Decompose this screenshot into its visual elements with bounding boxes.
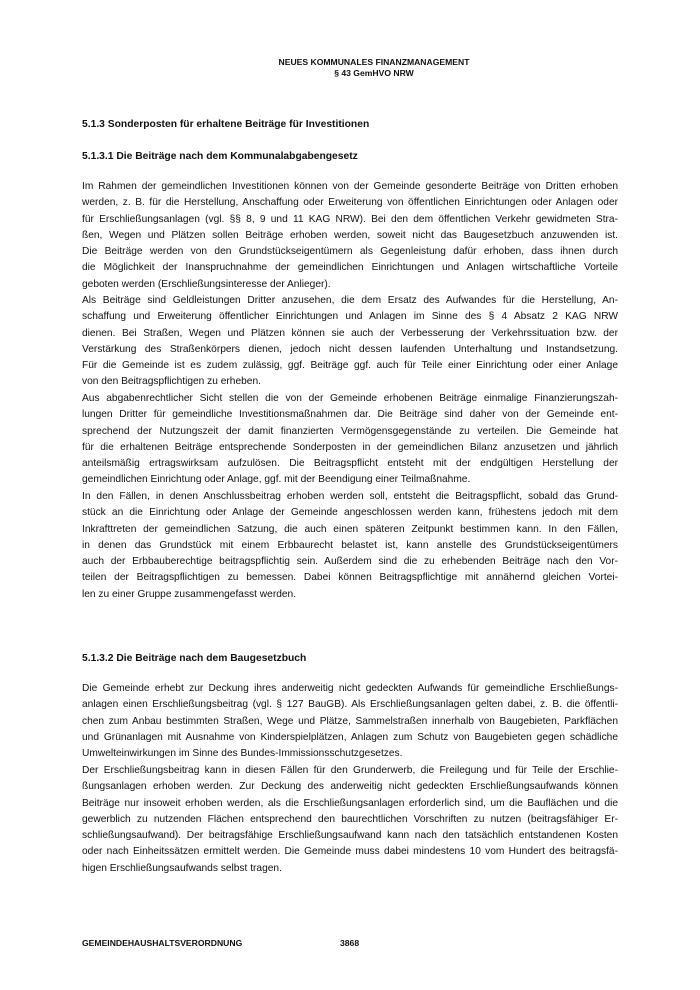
paragraph-baugb-costs (82, 763, 618, 877)
text-line: von den Beitragspflichtigen zu erheben. (82, 376, 261, 388)
text-line: higen Erschließungsaufwands selbst tragen. (82, 862, 282, 874)
text-line: in denen das Grundstück mit einem Erbbaurecht belastet ist, kann anstelle des Grundstückseigentümers (82, 539, 618, 551)
text-line: werden, z. B. für die Herstellung, Anschaffung oder Erweiterung von öffentlichen Einrichtungen oder Anlagen oder (82, 197, 618, 209)
text-line: schließungsaufwand). Der beitragsfähige Erschließungsaufwand kann nach den tatsächlich entstandenen Kosten (82, 830, 618, 842)
text-line: Aus abgabenrechtlicher Sicht stellen die von der Gemeinde erhobenen Beiträge einmalige Finanzierungszah- (82, 393, 618, 404)
paragraph-kag-definition (82, 293, 618, 391)
text-line: Verstärkung des Straßenkörpers dienen, jedoch nicht dessen laufenden Unterhaltung und Instandsetzung. (82, 343, 618, 355)
text-line: für Erschließungsanlagen (vgl. §§ 8, 9 und 11 KAG NRW). Bei den dem öffentlichen Verkehr gewidmeten Stra- (82, 213, 618, 225)
page-header (0, 57, 700, 79)
text-line: anteilsmäßig ertragswirksam aufzulösen. Die Beitragspflicht entsteht mit der endgültigen Herstellung der (82, 458, 618, 470)
text-line: auch der Erbbauberechtige beitragspflichtig sein. Außerdem sind die zu erhebenden Beiträge nach den Vor- (82, 556, 618, 568)
text-line: anlagen einen Erschließungsbeitrag (vgl. § 127 BauGB). Als Erschließungsanlagen gelten dabei, z. B. die öffentli- (82, 699, 618, 711)
text-line: teilen der Beitragspflichtigen zu bemessen. Dabei können Beitragspflichtige mit annähernd gleichen Vortei- (82, 572, 618, 584)
subsection-heading-2: 5.1.3.2 Die Beiträge nach dem Baugesetzbuch (82, 653, 307, 664)
text-line: Die Gemeinde erhebt zur Deckung ihres anderweitig nicht gedeckten Aufwands für gemeindliche Erschließungs- (82, 683, 618, 694)
text-line: und Grünanlagen mit Ausnahme von Kinderspielplätzen, Anlagen zum Schutz von Baugebieten gegen schädliche (82, 731, 618, 743)
text-line: ßungsanlagen erhoben werden. Zur Deckung des anderweitig nicht gedeckten Erschließungsaufwands können (82, 781, 618, 793)
text-line: für die erhaltenen Beiträge entsprechende Sonderposten in der gemeindlichen Bilanz anzusetzen und jährlich (82, 441, 618, 453)
text-line: lungen Dritter für gemeindliche Investitionsmaßnahmen dar. Die Beiträge sind daher von der Gemeinde ent- (82, 409, 618, 421)
page-number: 3868 (340, 938, 360, 948)
paragraph-kag-accounting (82, 391, 618, 489)
text-line: len zu einer Gruppe zusammengefasst werden. (82, 588, 297, 600)
text-line: geboten werden (Erschließungsinteresse der Anlieger). (82, 278, 331, 290)
text-line: oder nach Einheitssätzen ermittelt werden. Die Gemeinde muss dabei mindestens 10 vom Hundert des beitragsfä- (82, 846, 618, 858)
header-title: NEUES KOMMUNALES FINANZMANAGEMENT (278, 57, 470, 67)
text-line: sprechend der Nutzungszeit der damit finanzierten Vermögensgegenstände zu verteilen. Die Gemeinde hat (82, 425, 618, 437)
text-line: stück an die Einrichtung oder Anlage der Gemeinde angeschlossen werden kann, frühestens jedoch mit dem (82, 507, 618, 519)
section-heading: 5.1.3 Sonderposten für erhaltene Beiträge für Investitionen (82, 119, 370, 130)
text-line: Im Rahmen der gemeindlichen Investitionen können von der Gemeinde gesonderte Beiträge von Dritten erhoben (82, 181, 618, 192)
text-line: Für die Gemeinde ist es zudem zulässig, ggf. Beiträge ggf. auch für Teile einer Einrichtung oder einer Anlage (82, 360, 618, 372)
text-line: Der Erschließungsbeitrag kann in diesen Fällen für den Grunderwerb, die Freilegung und für Teile der Erschlie- (82, 765, 618, 776)
text-line: Die Beiträge werden von den Grundstückseigentümern als Gegenleistung dafür erhoben, dass ihnen durch (82, 246, 618, 258)
text-line: gemeindlichen Einrichtung oder Anlage, ggf. mit der Beendigung einer Teilmaßnahme. (82, 474, 471, 486)
text-line: chen zum Anbau bestimmten Straßen, Wege und Plätze, Sammelstraßen innerhalb von Baugebieten, Parkflächen (82, 715, 618, 727)
text-line: Als Beiträge sind Geldleistungen Dritter anzusehen, die dem Ersatz des Aufwandes für die Herstellung, An- (82, 295, 618, 306)
subsection-heading-1: 5.1.3.1 Die Beiträge nach dem Kommunalabgabengesetz (82, 151, 358, 162)
text-line: Inkrafttreten der gemeindlichen Satzung, die auch einen späteren Zeitpunkt bestimmen kann. In den Fällen, (82, 523, 618, 535)
text-line: Umwelteinwirkungen im Sinne des Bundes-Immissionsschutzgesetzes. (82, 748, 403, 760)
text-line: die Möglichkeit der Inanspruchnahme der gemeindlichen Einrichtungen und Anlagen wirtschaftliche Vorteile (82, 262, 618, 274)
text-line: dienen. Bei Straßen, Wegen und Plätzen können sie auch der Verbesserung der Verkehrssituation bzw. der (82, 327, 618, 339)
paragraph-baugb-intro (82, 681, 618, 762)
text-line: Beiträge nur insoweit erhoben werden, als die Erschließungsanlagen erforderlich sind, um die Bauflächen und die (82, 797, 618, 809)
paragraph-kag-connection (82, 489, 618, 603)
text-line: In den Fällen, in denen Anschlussbeitrag erhoben werden soll, entsteht die Beitragspflicht, sobald das Grund- (82, 491, 618, 502)
footer-title: GEMEINDEHAUSHALTSVERORDNUNG (82, 938, 243, 948)
header-subtitle: § 43 GemHVO NRW (334, 68, 414, 78)
text-line: schaffung und Erweiterung öffentlicher Einrichtungen und Anlagen im Sinne des § 4 Absatz 2 KAG NRW (82, 311, 618, 323)
paragraph-kag-intro (82, 179, 618, 293)
text-line: ßen, Wegen und Plätzen sollen Beiträge erhoben werden, soweit nicht das Baugesetzbuch anzuwenden ist. (82, 229, 618, 241)
text-line: gewerblich zu nutzenden Flächen entsprechend den baurechtlichen Vorschriften zu nutzen (beitragsfähiger Er- (82, 813, 618, 825)
